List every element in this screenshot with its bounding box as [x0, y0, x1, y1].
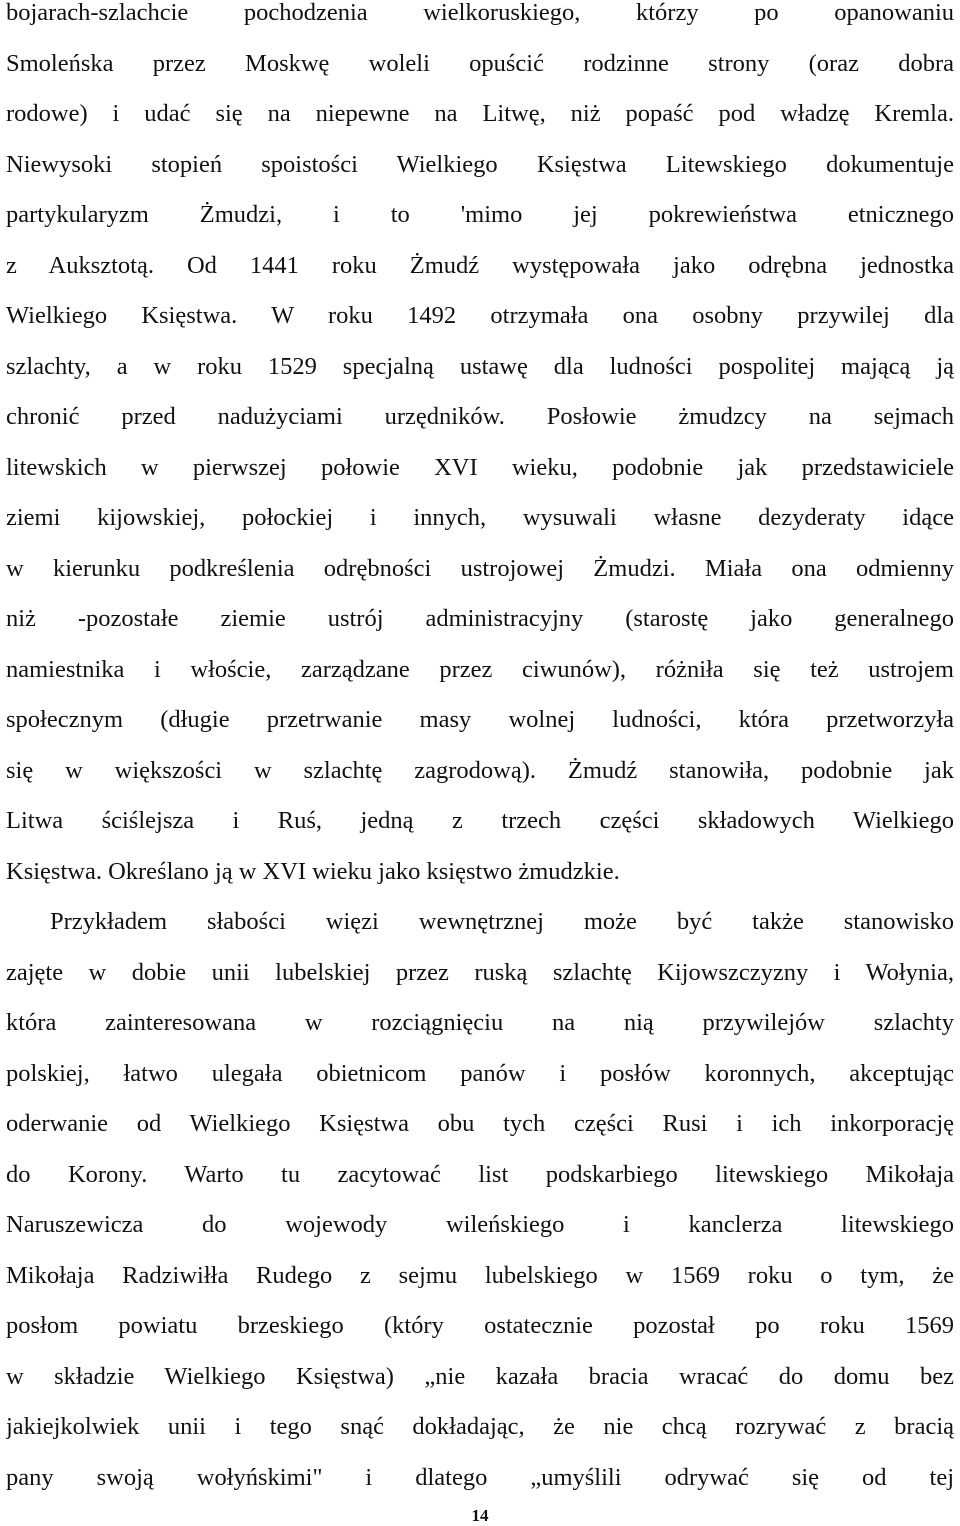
text-line: Mikołaja Radziwiłła Rudego z sejmu lubelskiego w 1569 roku o tym, że	[6, 1262, 954, 1289]
text-line: Przykładem słabości więzi wewnętrznej może być także stanowisko	[50, 909, 954, 935]
text-line: oderwanie od Wielkiego Księstwa obu tych części Rusi i ich inkorporację	[6, 1111, 954, 1137]
text-line: do Korony. Warto tu zacytować list podskarbiego litewskiego Mikołaja	[6, 1161, 954, 1188]
text-line: chronić przed nadużyciami urzędników. Posłowie żmudzcy na sejmach	[6, 404, 954, 430]
text-line: partykularyzm Żmudzi, i to 'mimo jej pokrewieństwa etnicznego	[6, 202, 954, 228]
text-line: bojarach-szlachcie pochodzenia wielkoruskiego, którzy po opanowaniu	[6, 0, 954, 26]
text-line: która zainteresowana w rozciągnięciu na nią przywilejów szlachty	[6, 1010, 954, 1036]
text-line: Litwa ściślejsza i Ruś, jedną z trzech części składowych Wielkiego	[6, 808, 954, 834]
text-line: litewskich w pierwszej połowie XVI wieku, podobnie jak przedstawiciele	[6, 454, 954, 481]
text-line: w kierunku podkreślenia odrębności ustrojowej Żmudzi. Miała ona odmienny	[6, 555, 954, 582]
text-line: w składzie Wielkiego Księstwa) „nie kazała bracia wracać do domu bez	[6, 1363, 954, 1390]
text-line: polskiej, łatwo ulegała obietnicom panów i posłów koronnych, akceptując	[6, 1060, 954, 1087]
text-line: niż -pozostałe ziemie ustrój administracyjny (starostę jako generalnego	[6, 606, 954, 632]
text-line: ziemi kijowskiej, połockiej i innych, wysuwali własne dezyderaty idące	[6, 505, 954, 531]
text-line: się w większości w szlachtę zagrodową). Żmudź stanowiła, podobnie jak	[6, 757, 954, 784]
text-line: z Auksztotą. Od 1441 roku Żmudź występowała jako odrębna jednostka	[6, 252, 954, 279]
document-page	[6, 0, 954, 1526]
body-text	[6, 0, 954, 1515]
text-line: społecznym (długie przetrwanie masy wolnej ludności, która przetworzyła	[6, 707, 954, 733]
text-line: posłom powiatu brzeskiego (który ostatecznie pozostał po roku 1569	[6, 1313, 954, 1339]
text-line: zajęte w dobie unii lubelskiej przez ruską szlachtę Kijowszczyzny i Wołynia,	[6, 959, 954, 986]
text-line: Wielkiego Księstwa. W roku 1492 otrzymała ona osobny przywilej dla	[6, 303, 954, 329]
text-line: rodowe) i udać się na niepewne na Litwę, niż popaść pod władzę Kremla.	[6, 101, 954, 127]
text-line: namiestnika i włoście, zarządzane przez ciwunów), różniła się też ustrojem	[6, 656, 954, 683]
text-line: Naruszewicza do wojewody wileńskiego i kanclerza litewskiego	[6, 1212, 954, 1238]
text-line: Księstwa. Określano ją w XVI wieku jako księstwo żmudzkie.	[6, 858, 620, 885]
text-line: szlachty, a w roku 1529 specjalną ustawę dla ludności pospolitej mającą ją	[6, 353, 954, 380]
text-line: Smoleńska przez Moskwę woleli opuścić rodzinne strony (oraz dobra	[6, 50, 954, 77]
text-line: Niewysoki stopień spoistości Wielkiego Księstwa Litewskiego dokumentuje	[6, 151, 954, 178]
text-line: jakiejkolwiek unii i tego snąć dokładając, że nie chcą rozrywać z bracią	[6, 1414, 954, 1440]
text-line: pany swoją wołyńskimi" i dlatego „umyślili odrywać się od tej	[6, 1464, 954, 1491]
page-number: 14	[471, 1506, 489, 1525]
